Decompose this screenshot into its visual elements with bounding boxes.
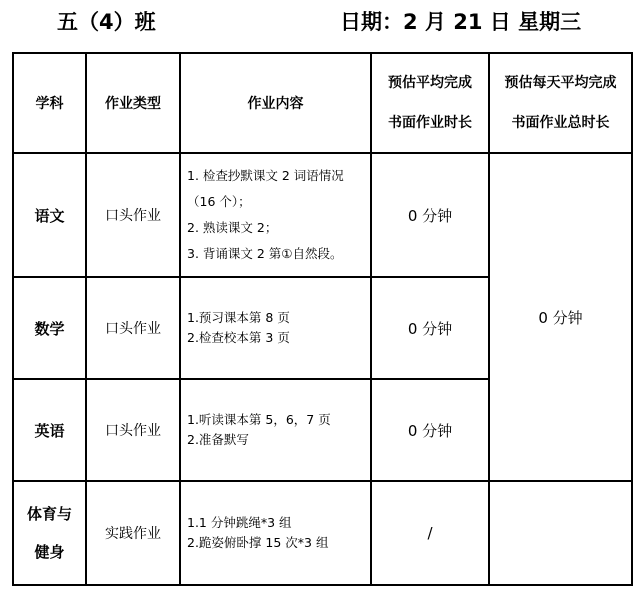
subject-line2: 健身	[34, 543, 65, 561]
subject-cell: 英语	[13, 379, 86, 481]
header-daily-line1: 预估每天平均完成	[504, 75, 617, 91]
subject-cell: 语文	[13, 153, 86, 277]
content-line: 2.准备默写	[187, 432, 249, 447]
daily-total-cell: 0 分钟	[489, 153, 632, 481]
class-title: 五（4）班	[57, 10, 156, 34]
duration-cell: /	[371, 481, 489, 585]
content-cell	[180, 277, 371, 379]
content-line: 1. 检查抄默课文 2 词语情况	[187, 168, 344, 183]
subject-line1: 体育与	[26, 505, 72, 523]
empty-cell	[489, 481, 632, 585]
table-row-pe	[13, 481, 632, 585]
table-header-row	[13, 53, 632, 153]
type-cell: 实践作业	[86, 481, 180, 585]
header-daily-total	[489, 53, 632, 153]
content-line: 2.跪姿俯卧撑 15 次*3 组	[187, 535, 329, 550]
duration-cell: 0 分钟	[371, 153, 489, 277]
date-title: 日期：2 月 21 日 星期三	[340, 10, 582, 34]
content-line: 1.听读课本第 5，6，7 页	[187, 412, 331, 427]
header-type: 作业类型	[86, 53, 180, 153]
content-cell	[180, 153, 371, 277]
content-line: 2.检查校本第 3 页	[187, 330, 290, 345]
content-cell	[180, 379, 371, 481]
type-cell: 口头作业	[86, 379, 180, 481]
content-line: 2. 熟读课文 2；	[187, 220, 278, 235]
table-row-chinese	[13, 153, 632, 277]
duration-cell: 0 分钟	[371, 379, 489, 481]
content-cell	[180, 481, 371, 585]
header-daily-line2: 书面作业总时长	[511, 115, 610, 131]
type-cell: 口头作业	[86, 153, 180, 277]
content-line: 3. 背诵课文 2 第①自然段。	[187, 246, 343, 261]
type-cell: 口头作业	[86, 277, 180, 379]
header-subject: 学科	[13, 53, 86, 153]
header-estimated-time	[371, 53, 489, 153]
content-line: 1.1 分钟跳绳*3 组	[187, 515, 292, 530]
duration-cell: 0 分钟	[371, 277, 489, 379]
subject-cell: 数学	[13, 277, 86, 379]
content-line: 1.预习课本第 8 页	[187, 310, 290, 325]
content-line: （16 个）；	[187, 194, 251, 209]
header-content: 作业内容	[180, 53, 371, 153]
subject-cell	[13, 481, 86, 585]
header-estimated-line2: 书面作业时长	[388, 115, 472, 131]
header-estimated-line1: 预估平均完成	[388, 75, 472, 91]
homework-table	[12, 52, 633, 586]
